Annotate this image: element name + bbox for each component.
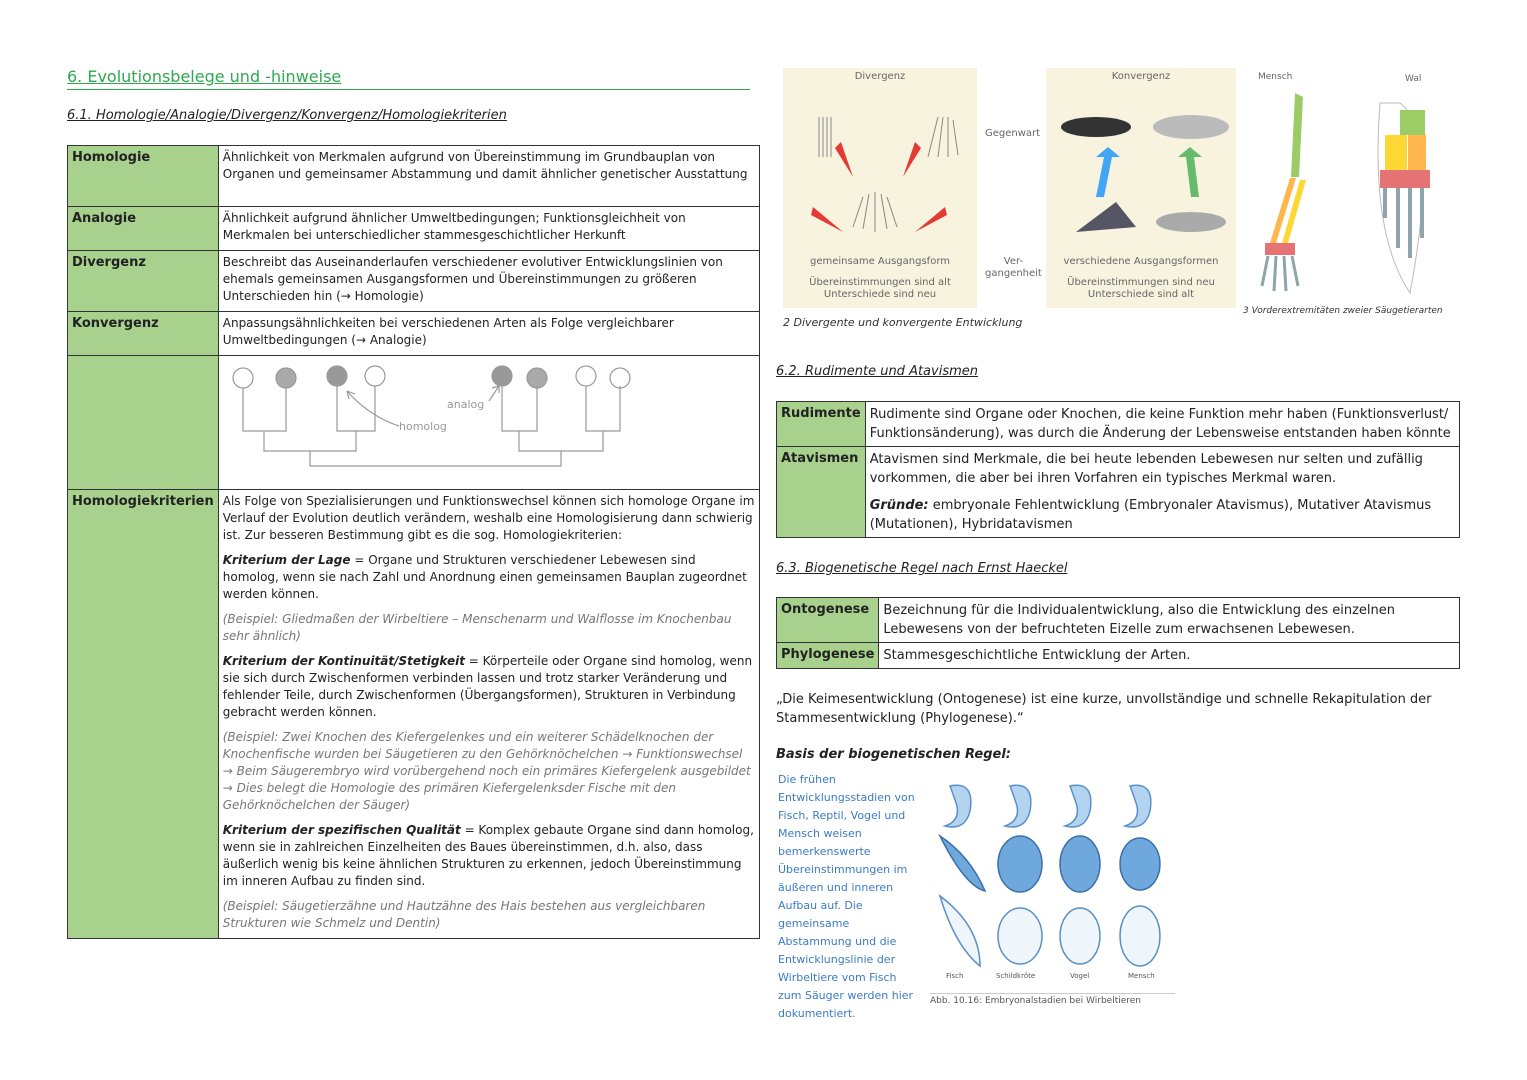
embryo-label-vogel: Vogel	[1070, 972, 1090, 980]
kriterien-cell	[218, 490, 759, 939]
limb-bones-figure	[1240, 88, 1465, 298]
verschiedene-ausgangsformen: verschiedene Ausgangsformen	[1063, 256, 1219, 267]
section-6-1-title: 6.1. Homologie/Analogie/Divergenz/Konvergenz/Homologiekriterien	[67, 108, 507, 123]
embryo-stages-figure	[930, 776, 1175, 976]
gegenwart-label: Gegenwart	[985, 128, 1041, 139]
divergenz-label: Divergenz	[854, 71, 906, 82]
embryo-labels	[930, 972, 1175, 984]
key-homologiekriterien: Homologiekriterien	[68, 490, 219, 939]
table-row	[68, 251, 760, 312]
konvergenz-label: Konvergenz	[1111, 71, 1171, 82]
embryo-caption: Abb. 10.16: Embryonalstadien bei Wirbeltieren	[930, 993, 1175, 1006]
qualitaet-example: (Beispiel: Säugetierzähne und Hautzähne des Hais bestehen aus vergleichbaren Strukturen wie Schmelz und Dentin)	[222, 899, 706, 930]
rudimente-table	[776, 401, 1460, 538]
kontinuitaet-example: (Beispiel: Zwei Knochen des Kiefergelenkes und ein weiterer Schädelknochen der Knochenfische wurden bei Säugetieren zu den Gehörknöchelchen → Funktionswechsel → Beim Säugerembryo wird vorübergehend noch ein primäres Kiefergelenk ausgebildet → Dies belegt die Homologie des primären Kiefergelenksder Fische mit den Gehörknöchelchen der Säuger)	[222, 730, 751, 812]
embryo-label-schildkroete: Schildkröte	[996, 972, 1036, 980]
key-ontogenese: Ontogenese	[777, 598, 879, 643]
gemeinsame-ausgangsform: gemeinsame Ausgangsform	[810, 256, 950, 267]
table-row	[777, 447, 1460, 538]
wal-label: Wal	[1405, 74, 1422, 84]
table-row	[68, 207, 760, 251]
table-row	[777, 643, 1460, 669]
key-empty	[68, 356, 219, 490]
key-homologie: Homologie	[68, 146, 219, 207]
kontinuitaet-text: = Körperteile oder Organe sind homolog, wenn sie sich durch Zwischenformen verbinden lassen und trotz starker Veränderung und fehlender Teile, durch Zwischenformen (Übergangsformen), Strukturen in Verbindung gebracht werden können.	[222, 654, 753, 719]
table-row	[68, 490, 760, 939]
divergenz-drawing	[783, 82, 977, 252]
konvergenz-figure	[1046, 68, 1236, 308]
konvergenz-drawing	[1046, 82, 1236, 252]
verschiedene-ausgangsformen-sub: Übereinstimmungen sind neu Unterschiede sind alt	[1067, 277, 1215, 300]
embryo-label-mensch: Mensch	[1128, 972, 1155, 980]
haeckel-quote: „Die Keimesentwicklung (Ontogenese) ist eine kurze, unvollständige und schnelle Rekapitulation der Stammesentwicklung (Phylogenese).“	[776, 692, 1432, 726]
sketch-label-analog: analog	[446, 398, 484, 411]
section-6-2-title: 6.2. Rudimente und Atavismen	[776, 364, 979, 379]
section-6-3-title: 6.3. Biogenetische Regel nach Ernst Haeckel	[776, 561, 1068, 576]
key-analogie: Analogie	[68, 207, 219, 251]
gemeinsame-ausgangsform-sub: Übereinstimmungen sind alt Unterschiede sind neu	[809, 277, 951, 300]
vergangenheit-label: Ver- gangenheit	[985, 256, 1042, 279]
text-homologie: Ähnlichkeit von Merkmalen aufgrund von Übereinstimmung im Grundbauplan von Organen und gemeinsamer Abstammung und damit ähnlicher genetischer Ausstattung	[218, 146, 759, 207]
divergenz-figure	[783, 68, 977, 308]
qualitaet-text: = Komplex gebaute Organe sind dann homolog, wenn sie in zahlreichen Einzelheiten des Baues übereinstimmen, d.h. also, dass äußerlich wenig bis keine ähnlichen Strukturen zu erkennen, jedoch Übereinstimmung im inneren Aufbau zu finden sind.	[222, 823, 754, 888]
lage-title: Kriterium der Lage	[222, 553, 351, 567]
kontinuitaet-title: Kriterium der Kontinuität/Stetigkeit	[222, 654, 465, 668]
text-phylogenese: Stammesgeschichtliche Entwicklung der Arten.	[879, 643, 1460, 669]
key-phylogenese: Phylogenese	[777, 643, 879, 669]
key-atavismen: Atavismen	[777, 447, 866, 538]
table-row	[68, 312, 760, 356]
table-row	[68, 356, 760, 490]
table-row	[68, 146, 760, 207]
text-atavismen: Atavismen sind Merkmale, die bei heute lebenden Lebewesen nur selten und zufällig vorkommen, die aber bei ihren Vorfahren ein typisches Merkmal waren.	[869, 452, 1423, 486]
biogenetik-table	[776, 597, 1460, 669]
page-title: 6. Evolutionsbelege und -hinweise	[67, 67, 750, 90]
kriterien-intro: Als Folge von Spezialisierungen und Funktionswechsel können sich homologe Organe im Verlauf der Evolution deutlich verändern, weshalb eine Homologisierung dann schwierig ist. Zur besseren Bestimmung gibt es die sog. Homologiekriterien:	[222, 494, 755, 542]
figure-3-caption: 3 Vorderextremitäten zweier Säugetierarten	[1243, 306, 1443, 316]
table-row	[777, 402, 1460, 447]
basis-text: Die frühen Entwicklungsstadien von Fisch, Reptil, Vogel und Mensch weisen bemerkenswerte Übereinstimmungen im äußeren und inneren Aufbau auf. Die gemeinsame Abstammung und die Entwicklungslinie der Wirbeltiere vom Fisch zum Säuger werden hier dokumentiert.	[778, 773, 915, 1020]
qualitaet-title: Kriterium der spezifischen Qualität	[222, 823, 461, 837]
mensch-label: Mensch	[1258, 72, 1293, 82]
text-analogie: Ähnlichkeit aufgrund ähnlicher Umweltbedingungen; Funktionsgleichheit von Merkmalen bei unterschiedlicher stammesgeschichtlicher Herkunft	[218, 207, 759, 251]
sketch-label-homolog: homolog	[398, 420, 447, 433]
basis-title: Basis der biogenetischen Regel:	[776, 747, 1012, 762]
text-konvergenz: Anpassungsähnlichkeiten bei verschiedenen Arten als Folge vergleichbarer Umweltbedingungen (→ Analogie)	[218, 312, 759, 356]
table-row	[777, 598, 1460, 643]
gruende-text: embryonale Fehlentwicklung (Embryonaler Atavismus), Mutativer Atavismus (Mutationen), Hybridatavismen	[869, 498, 1432, 532]
gruende-title: Gründe:	[869, 498, 929, 513]
lage-example: (Beispiel: Gliedmaßen der Wirbeltiere – Menschenarm und Walflosse im Knochenbau sehr ähnlich)	[222, 612, 732, 643]
key-divergenz: Divergenz	[68, 251, 219, 312]
definitions-table	[67, 145, 760, 939]
text-rudimente: Rudimente sind Organe oder Knochen, die keine Funktion mehr haben (Funktionsverlust/ Funktionsänderung), was durch die Änderung der Lebensweise entstanden haben könnte	[865, 402, 1459, 447]
key-rudimente: Rudimente	[777, 402, 866, 447]
homology-analogy-sketch	[219, 356, 759, 484]
text-divergenz: Beschreibt das Auseinanderlaufen verschiedener evolutiver Entwicklungslinien von ehemals gemeinsamen Ausgangsformen und Übereinstimmungen zu größeren Unterschieden hin (→ Homologie)	[218, 251, 759, 312]
sketch-cell	[218, 356, 759, 490]
figure-2-caption: 2 Divergente und konvergente Entwicklung	[783, 316, 1023, 329]
atavismen-cell	[865, 447, 1459, 538]
lage-text: = Organe und Strukturen verschiedener Lebewesen sind homolog, wenn sie nach Zahl und Anordnung einen gemeinsamen Bauplan zugeordnet werden können.	[222, 553, 747, 601]
text-ontogenese: Bezeichnung für die Individualentwicklung, also die Entwicklung des einzelnen Lebewesens von der befruchteten Eizelle zum erwachsenen Lebewesen.	[879, 598, 1460, 643]
embryo-label-fisch: Fisch	[946, 972, 964, 980]
key-konvergenz: Konvergenz	[68, 312, 219, 356]
